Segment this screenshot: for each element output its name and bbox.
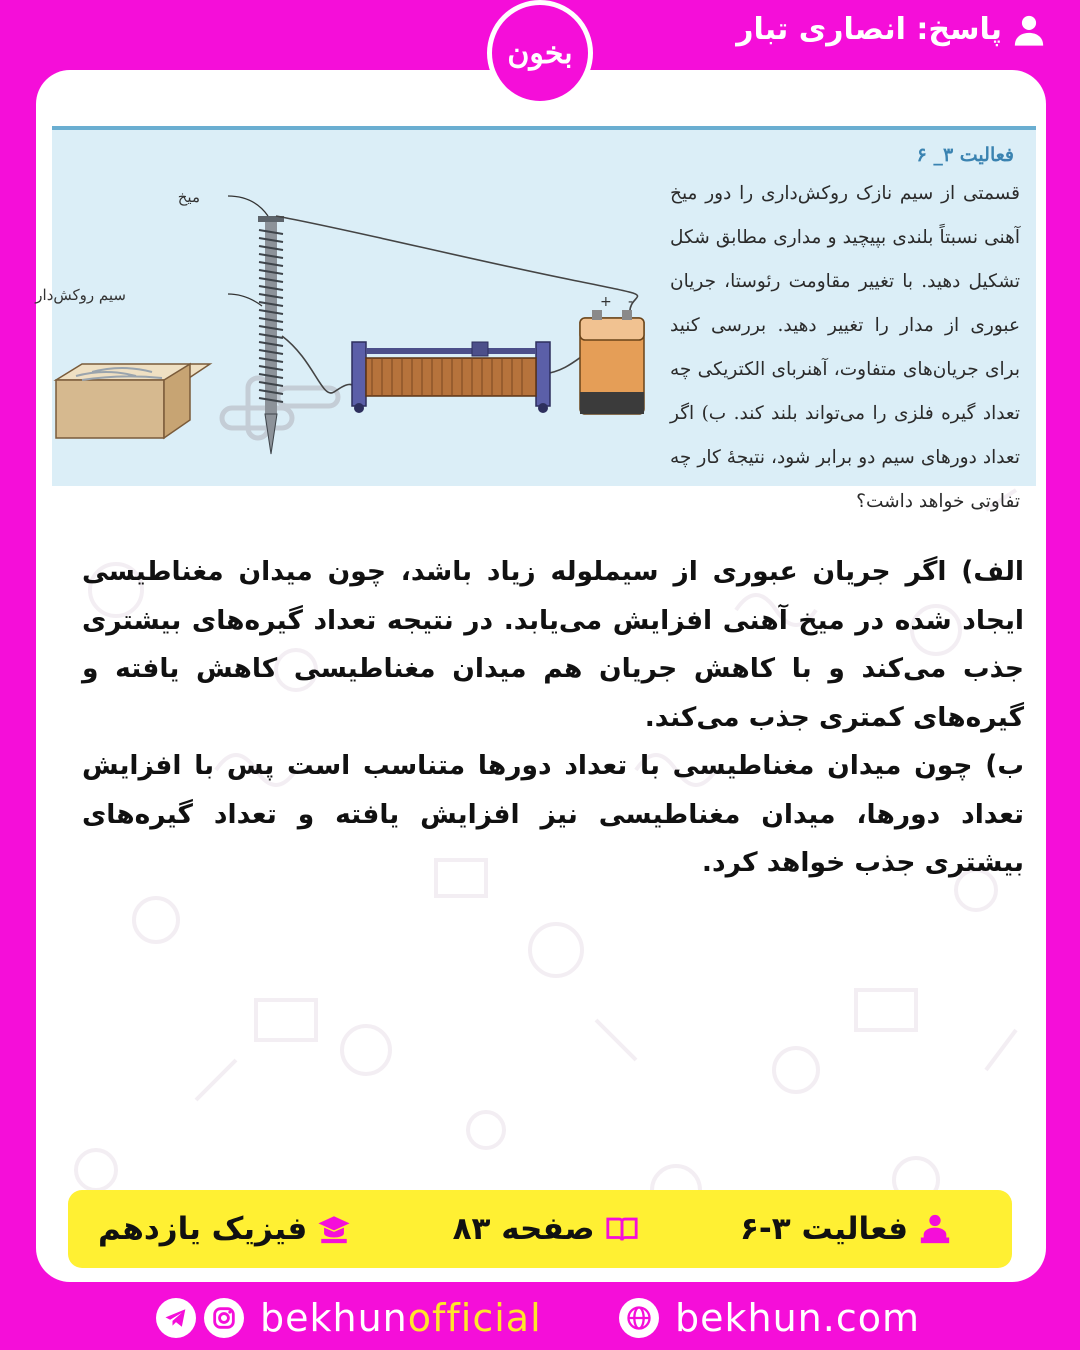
- activity-label: فعالیت ۳-۶: [739, 1211, 908, 1247]
- brand-logo[interactable]: [487, 0, 593, 106]
- battery: [580, 294, 644, 414]
- open-book-icon: [605, 1212, 639, 1246]
- content-card: [36, 70, 1046, 1282]
- figure-text: قسمتی از سیم نازک روکش‌داری را دور میخ آهنی نسبتاً بلندی بپیچید و مداری مطابق شکل تشکیل دهید. با تغییر مقاومت رئوستا، جریان عبوری از مدار را تغییر دهید. بررسی کنید برای جریان‌های متفاوت، آهنربای الکتریکی چه تعداد گیره فلزی را می‌تواند بلند کند. ب) اگر تعداد دورهای سیم دو برابر شود، نتیجهٔ کار چه تفاوتی خواهد داشت؟: [670, 183, 1020, 512]
- paperclip-box: [56, 364, 210, 438]
- teacher-icon: [918, 1212, 952, 1246]
- rheostat: [352, 342, 550, 413]
- textbook-figure: [35, 126, 1036, 512]
- paper-clips: [222, 378, 338, 438]
- battery-minus-sign: -: [628, 294, 634, 310]
- user-icon: [1012, 13, 1046, 47]
- handle-suffix: official: [407, 1296, 542, 1340]
- globe-icon[interactable]: [619, 1298, 659, 1338]
- brand-logo-text: بخون: [507, 35, 573, 71]
- activity-info: [740, 1211, 952, 1247]
- social-handle[interactable]: [156, 1296, 542, 1340]
- answer-author-label: پاسخ: انصاری تبار: [736, 12, 1002, 47]
- instagram-icon[interactable]: [204, 1298, 244, 1338]
- website-link[interactable]: [619, 1296, 920, 1340]
- graduation-cap-icon: [317, 1212, 351, 1246]
- handle-prefix: bekhun: [260, 1296, 408, 1340]
- label-wire-text: سیم روکش‌دار: [35, 286, 126, 304]
- iron-nail-coil: [258, 216, 284, 454]
- figure-title: فعالیت ۳_ ۶: [916, 144, 1014, 166]
- footer: [0, 1290, 1080, 1346]
- circuit-illustration: [35, 130, 1036, 490]
- page-info: [453, 1211, 639, 1247]
- label-nail: [178, 188, 268, 216]
- battery-plus-sign: +: [600, 294, 612, 310]
- page-label: صفحه ۸۳: [452, 1211, 595, 1247]
- answer-text: [82, 548, 1024, 888]
- answer-part-a: الف) اگر جریان عبوری از سیملوله زیاد باشد، چون میدان مغناطیسی ایجاد شده در میخ آهنی افزایش می‌یابد. در نتیجه تعداد گیره‌های بیشتری جذب می‌کند و با کاهش جریان هم میدان مغناطیسی کاهش یافته و گیره‌های کمتری جذب می‌کند.: [82, 556, 1024, 733]
- subject-info: [98, 1211, 351, 1247]
- answer-part-b: ب) چون میدان مغناطیسی با تعداد دورها متناسب است پس با افزایش تعداد دورها، میدان مغناطیسی نیز افزایش یافته و تعداد گیره‌های بیشتری جذب خواهد کرد.: [82, 750, 1024, 878]
- instagram-handle[interactable]: [260, 1296, 542, 1340]
- telegram-icon[interactable]: [156, 1298, 196, 1338]
- label-nail-text: میخ: [177, 188, 200, 206]
- info-bar: [68, 1190, 1012, 1268]
- website-url[interactable]: bekhun.com: [675, 1296, 920, 1340]
- answer-author: [736, 12, 1046, 47]
- subject-label: فیزیک یازدهم: [98, 1211, 308, 1247]
- label-wire: [34, 286, 262, 306]
